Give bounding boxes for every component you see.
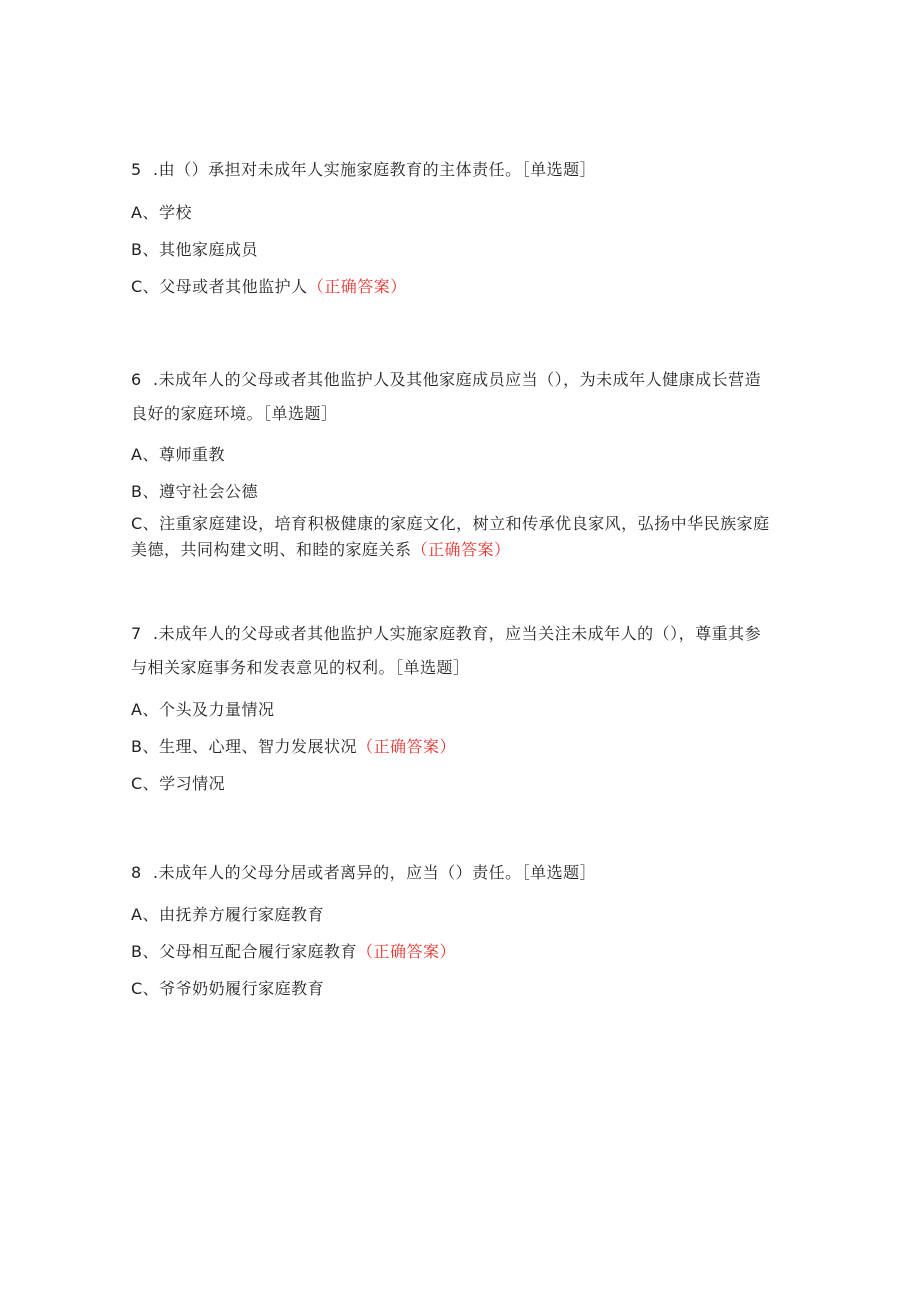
option-c — [131, 274, 776, 300]
option-label: B、父母相互配合履行家庭教育 — [131, 942, 357, 961]
question-5 — [131, 153, 776, 300]
option-label: A、个头及力量情况 — [131, 700, 275, 719]
question-number: 8 — [131, 863, 142, 882]
option-a — [131, 902, 776, 928]
correct-mark: （正确答案） — [307, 277, 407, 296]
option-c — [131, 976, 776, 1002]
question-number: 6 — [131, 370, 142, 389]
correct-mark: （正确答案） — [356, 942, 456, 961]
correct-mark: （正确答案） — [411, 540, 511, 559]
option-c — [131, 511, 776, 563]
option-label: C、爷爷奶奶履行家庭教育 — [131, 979, 325, 998]
question-number: 7 — [131, 624, 142, 643]
question-8 — [131, 856, 776, 1002]
option-label: A、由抚养方履行家庭教育 — [131, 905, 324, 924]
option-a — [131, 200, 776, 226]
option-label: B、遵守社会公德 — [131, 482, 258, 501]
question-title — [131, 363, 776, 431]
question-title — [131, 153, 776, 187]
question-text: .未成年人的父母分居或者离异的，应当（）责任。［单选题］ — [153, 863, 597, 882]
option-b — [131, 479, 776, 505]
option-label: B、其他家庭成员 — [131, 240, 258, 259]
option-b — [131, 734, 776, 760]
option-b — [131, 237, 776, 263]
question-number: 5 — [131, 160, 142, 179]
question-6 — [131, 363, 776, 563]
option-label: C、父母或者其他监护人 — [131, 277, 308, 296]
option-label: C、学习情况 — [131, 774, 226, 793]
question-title — [131, 617, 776, 685]
option-label: B、生理、心理、智力发展状况 — [131, 737, 357, 756]
option-a — [131, 697, 776, 723]
option-label: C、注重家庭建设，培育积极健康的家庭文化，树立和传承优良家风，弘扬中华民族家庭美德，共同构建文明、和睦的家庭关系 — [131, 514, 770, 559]
option-b — [131, 939, 776, 965]
option-label: A、尊师重教 — [131, 445, 225, 464]
question-text: .由（）承担对未成年人实施家庭教育的主体责任。［单选题］ — [153, 160, 597, 179]
option-a — [131, 442, 776, 468]
question-text: .未成年人的父母或者其他监护人实施家庭教育，应当关注未成年人的（），尊重其参与相关家庭事务和发表意见的权利。［单选题］ — [131, 624, 762, 677]
question-7 — [131, 617, 776, 797]
option-c — [131, 771, 776, 797]
option-label: A、学校 — [131, 203, 192, 222]
correct-mark: （正确答案） — [356, 737, 456, 756]
question-title — [131, 856, 776, 890]
question-text: .未成年人的父母或者其他监护人及其他家庭成员应当（），为未成年人健康成长营造良好的家庭环境。［单选题］ — [131, 370, 762, 423]
